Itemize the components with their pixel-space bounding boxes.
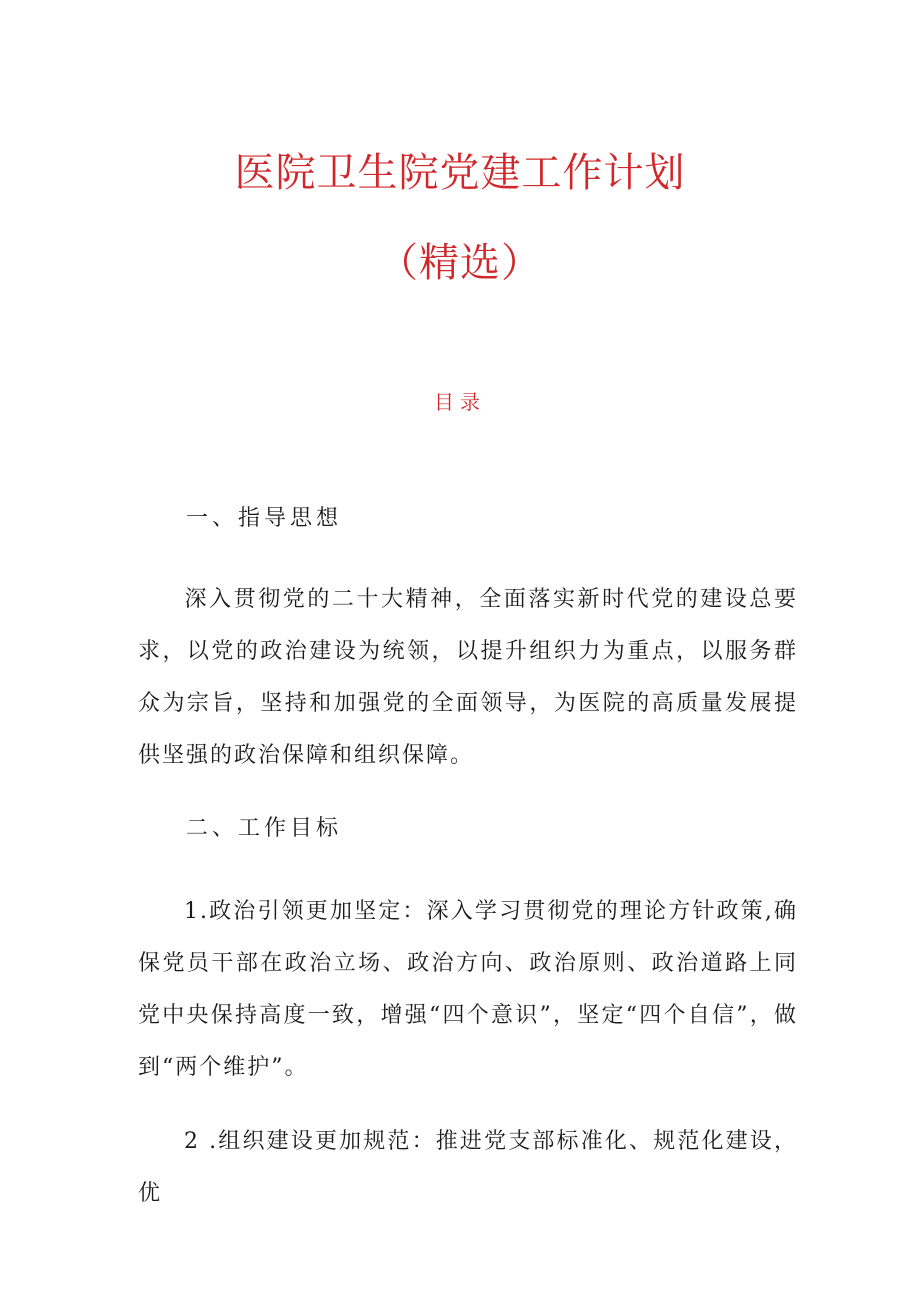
section-heading-work-goals: 二、工作目标: [186, 816, 343, 841]
paragraph-text: 深入贯彻党的二十大精神，全面落实新时代党的建设总要求，以党的政治建设为统领，以提升组织力为重点，以服务群众为宗旨，坚持和加强党的全面领导，为医院的高质量发展提供坚强的政治保障和组织保障。: [138, 587, 798, 768]
goal-item-2: [138, 1116, 798, 1220]
goal-item-1: [138, 886, 798, 1094]
goal-item-text: 1.政治引领更加坚定：深入学习贯彻党的理论方针政策,确保党员干部在政治立场、政治方向、政治原则、政治道路上同党中央保持高度一致，增强“四个意识”，坚定“四个自信”，做到“两个维护”。: [138, 899, 798, 1080]
document-title: 医院卫生院党建工作计划: [234, 150, 686, 196]
goal-item-text: 2 .组织建设更加规范：推进党支部标准化、规范化建设，优: [138, 1129, 798, 1206]
section-paragraph-guiding-thought: [138, 574, 798, 782]
toc-label: 目录: [434, 390, 486, 414]
document-subtitle: （精选）: [378, 240, 542, 286]
section-heading-guiding-thought: 一、指导思想: [186, 506, 343, 531]
